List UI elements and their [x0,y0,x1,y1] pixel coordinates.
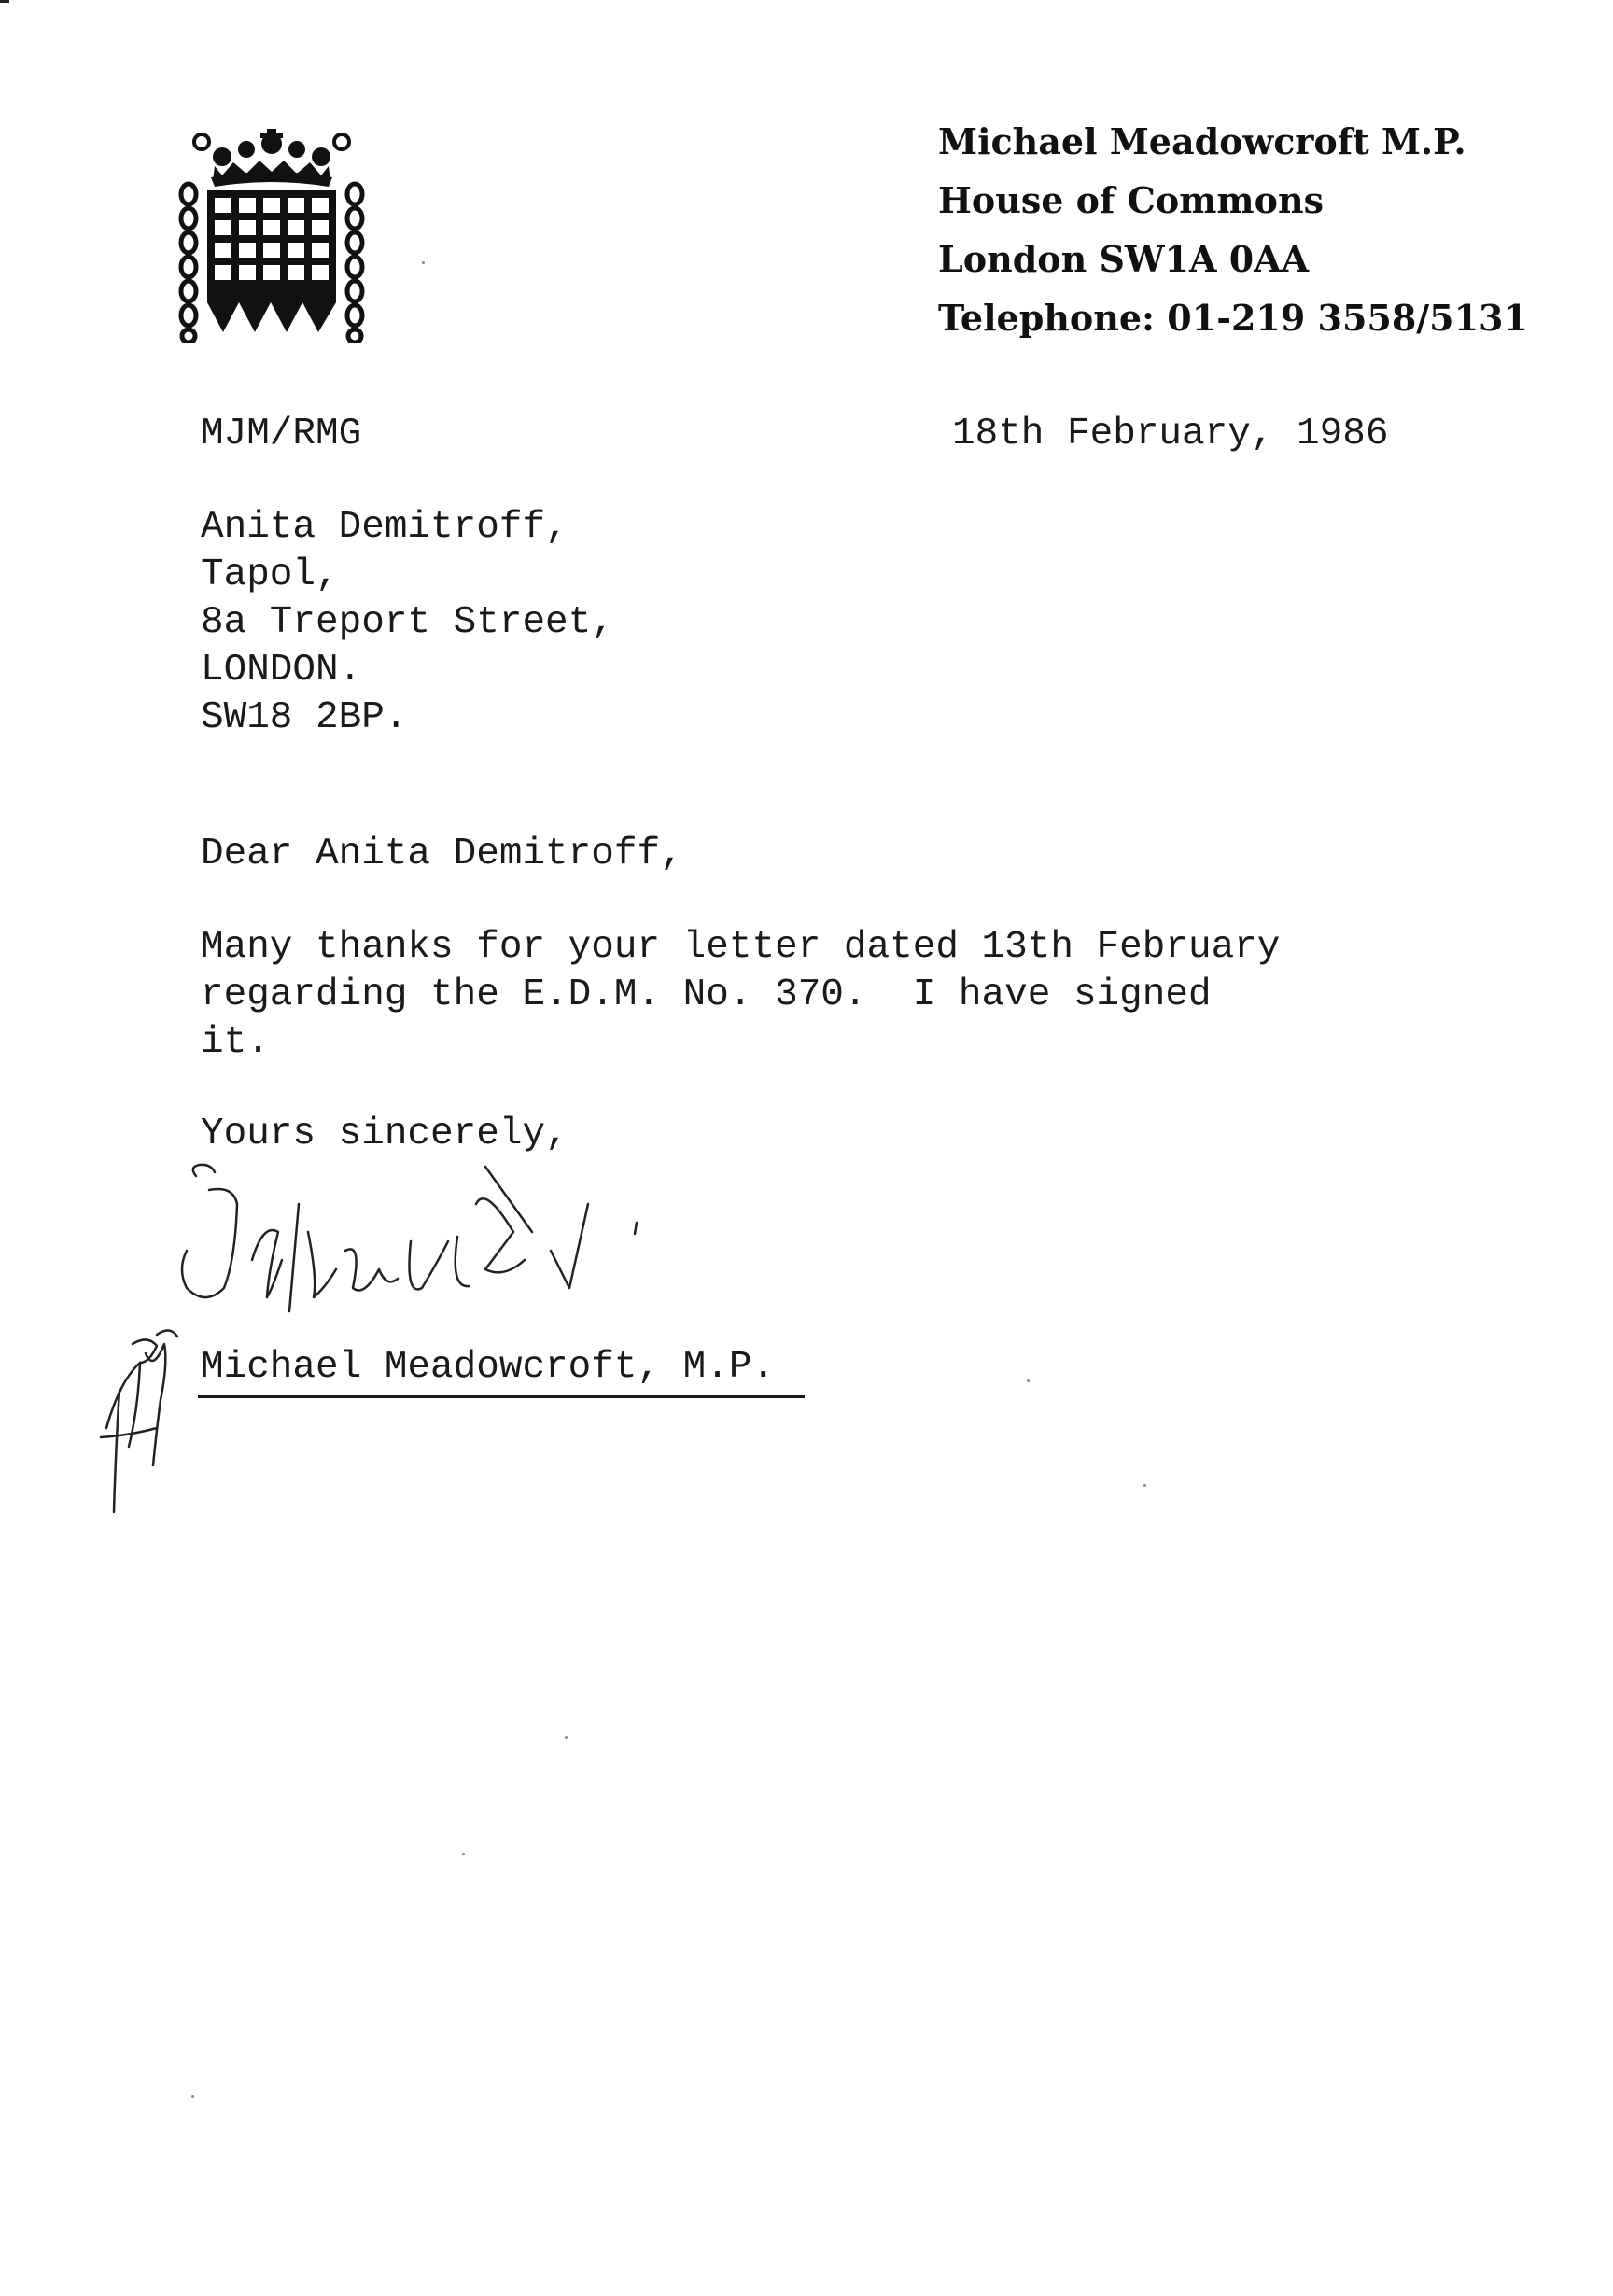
portcullis-crest-icon [174,129,370,343]
recipient-organisation: Tapol, [201,553,339,596]
handwritten-signature [177,1148,737,1325]
recipient-street: 8a Treport Street, [201,601,614,644]
signature-underline [198,1395,805,1398]
salutation: Dear Anita Demitroff, [201,833,683,875]
scan-speck [462,1853,465,1855]
letterhead [938,112,1528,347]
letterhead-institution: House of Commons [938,179,1324,221]
scan-speck [422,261,425,264]
handwritten-initials [91,1325,194,1521]
recipient-city: LONDON. [201,649,362,692]
scan-speck [565,1736,568,1739]
scan-corner-mark [0,0,9,3]
recipient-name: Anita Demitroff, [201,506,568,549]
scan-speck [1027,1379,1030,1382]
body-paragraph [201,924,1280,1067]
closing: Yours sincerely, [201,1113,568,1155]
body-line: regarding the E.D.M. No. 370. I have signed [201,973,1212,1016]
reference-code: MJM/RMG [201,413,362,455]
letter-date: 18th February, 1986 [952,413,1389,455]
body-line: Many thanks for your letter dated 13th February [201,926,1281,969]
body-line: it. [201,1021,270,1064]
letterhead-address: London SW1A 0AA [938,238,1310,280]
recipient-address [201,504,614,742]
signatory-name: Michael Meadowcroft, M.P. [201,1346,776,1389]
scan-speck [1143,1484,1146,1487]
letterhead-telephone: Telephone: 01-219 3558/5131 [938,297,1528,339]
letterhead-name: Michael Meadowcroft M.P. [938,120,1466,162]
recipient-postcode: SW18 2BP. [201,696,408,739]
scan-speck [191,2095,194,2098]
